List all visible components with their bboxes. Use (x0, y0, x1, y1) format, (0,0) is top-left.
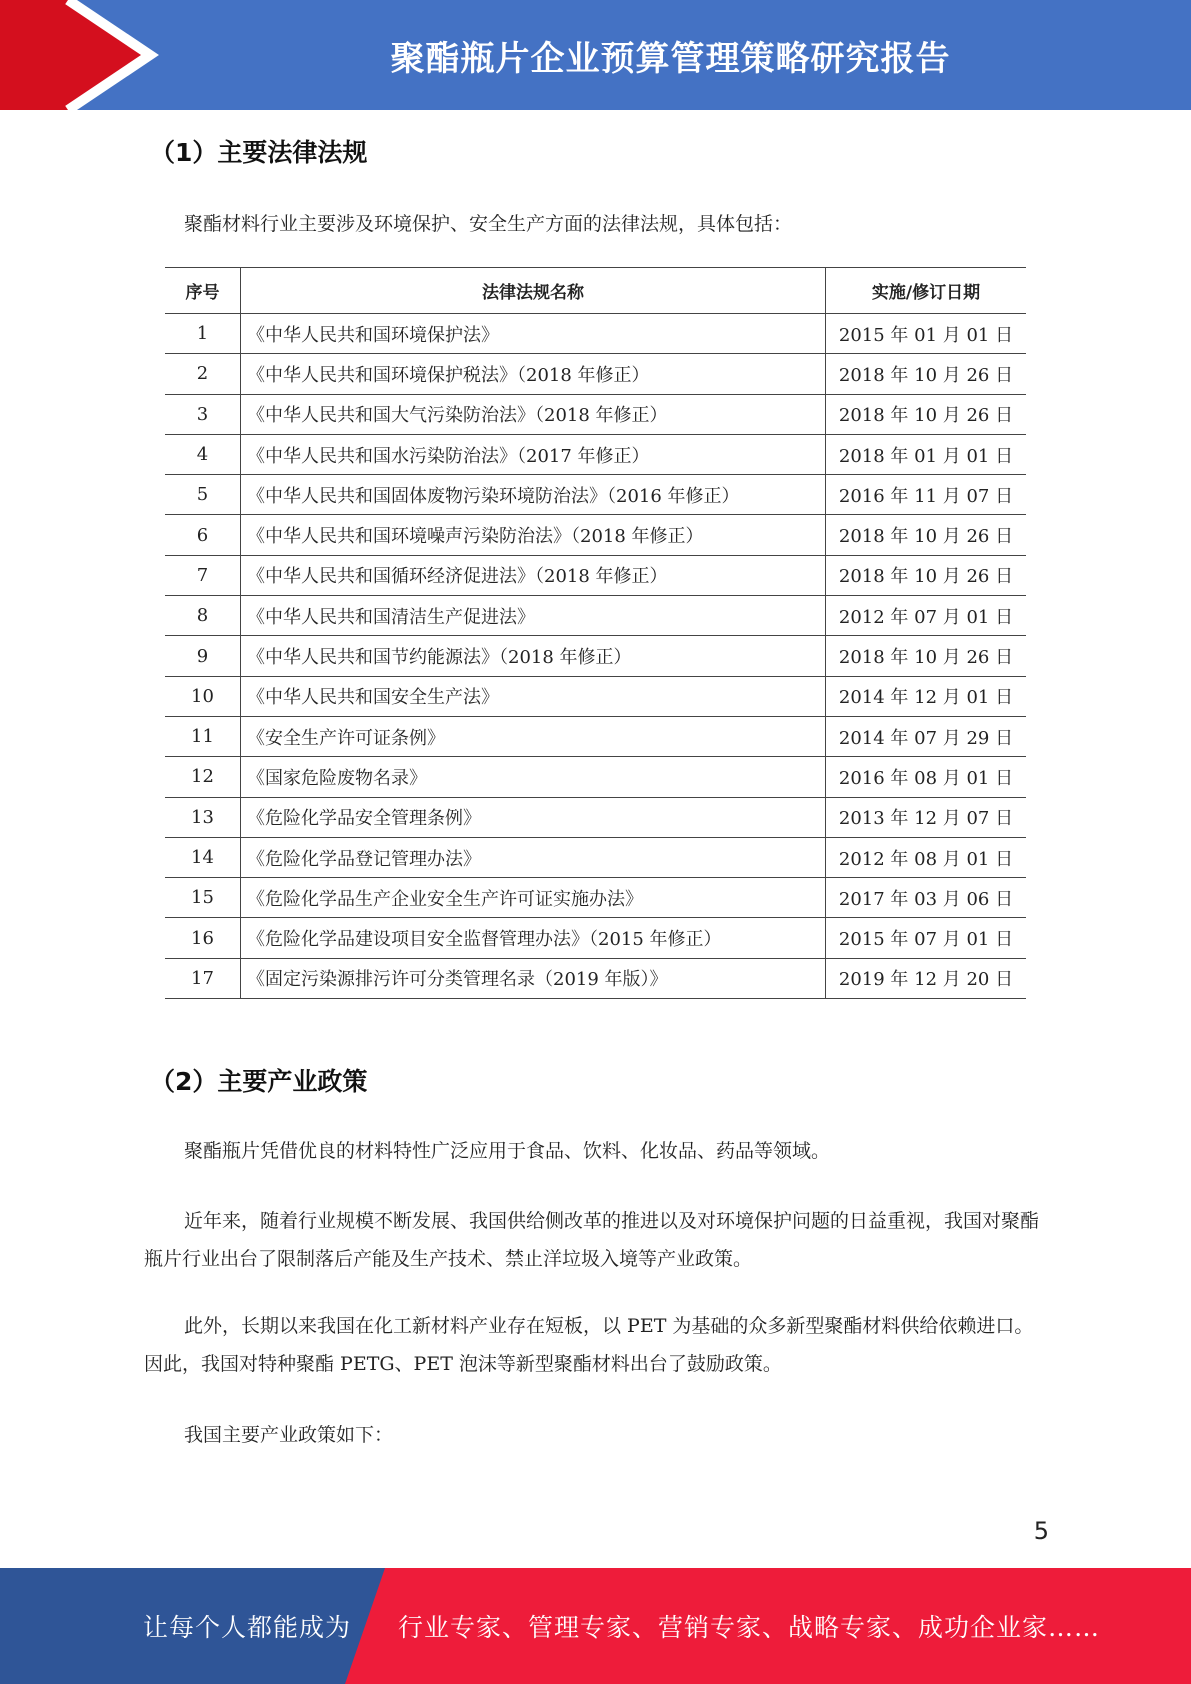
law-name: 《中华人民共和国清洁生产促进法》 (241, 596, 826, 636)
laws-table (165, 267, 1026, 999)
table-header-row (165, 268, 1026, 314)
row-number: 15 (165, 878, 241, 918)
document-title: 聚酯瓶片企业预算管理策略研究报告 (390, 38, 951, 79)
law-name: 《中华人民共和国环境保护法》 (241, 314, 826, 354)
law-name: 《中华人民共和国环境保护税法》（2018 年修正） (241, 354, 826, 394)
section-heading-laws: （1）主要法律法规 (150, 138, 368, 167)
table-row (165, 354, 1026, 394)
law-name: 《安全生产许可证条例》 (241, 716, 826, 756)
footer-banner (0, 1568, 1191, 1684)
row-number: 5 (165, 475, 241, 515)
table-row (165, 636, 1026, 676)
effective-date: 2018 年 10 月 26 日 (826, 394, 1027, 434)
policy-paragraph: 近年来，随着行业规模不断发展、我国供给侧改革的推进以及对环境保护问题的日益重视，我国对聚酯瓶片行业出台了限制落后产能及生产技术、禁止洋垃圾入境等产业政策。 (144, 1210, 1040, 1270)
policy-paragraph: 此外，长期以来我国在化工新材料产业存在短板，以 PET 为基础的众多新型聚酯材料供给依赖进口。因此，我国对特种聚酯 PETG、PET 泡沫等新型聚酯材料出台了鼓励政策。 (144, 1315, 1034, 1375)
column-header-name: 法律法规名称 (241, 268, 826, 314)
effective-date: 2018 年 10 月 26 日 (826, 515, 1027, 555)
effective-date: 2018 年 10 月 26 日 (826, 636, 1027, 676)
table-row (165, 878, 1026, 918)
row-number: 10 (165, 676, 241, 716)
row-number: 7 (165, 555, 241, 595)
law-name: 《危险化学品登记管理办法》 (241, 837, 826, 877)
page-number: 5 (1033, 1517, 1049, 1545)
table-row (165, 797, 1026, 837)
law-name: 《中华人民共和国节约能源法》（2018 年修正） (241, 636, 826, 676)
column-header-date: 实施/修订日期 (826, 268, 1027, 314)
table-row (165, 434, 1026, 474)
row-number: 13 (165, 797, 241, 837)
table-row (165, 555, 1026, 595)
table-row (165, 394, 1026, 434)
effective-date: 2012 年 07 月 01 日 (826, 596, 1027, 636)
laws-table-body (165, 314, 1026, 999)
row-number: 2 (165, 354, 241, 394)
law-name: 《中华人民共和国环境噪声污染防治法》（2018 年修正） (241, 515, 826, 555)
effective-date: 2018 年 10 月 26 日 (826, 555, 1027, 595)
column-header-number: 序号 (165, 268, 241, 314)
table-row (165, 676, 1026, 716)
row-number: 14 (165, 837, 241, 877)
law-name: 《中华人民共和国水污染防治法》（2017 年修正） (241, 434, 826, 474)
effective-date: 2019 年 12 月 20 日 (826, 958, 1027, 998)
effective-date: 2014 年 07 月 29 日 (826, 716, 1027, 756)
row-number: 6 (165, 515, 241, 555)
row-number: 11 (165, 716, 241, 756)
table-row (165, 716, 1026, 756)
table-row (165, 475, 1026, 515)
effective-date: 2018 年 10 月 26 日 (826, 354, 1027, 394)
effective-date: 2014 年 12 月 01 日 (826, 676, 1027, 716)
table-row (165, 837, 1026, 877)
law-name: 《中华人民共和国固体废物污染环境防治法》（2016 年修正） (241, 475, 826, 515)
law-name: 《中华人民共和国安全生产法》 (241, 676, 826, 716)
row-number: 16 (165, 918, 241, 958)
row-number: 8 (165, 596, 241, 636)
table-row (165, 958, 1026, 998)
policy-paragraph: 我国主要产业政策如下： (184, 1424, 394, 1446)
row-number: 1 (165, 314, 241, 354)
row-number: 3 (165, 394, 241, 434)
effective-date: 2013 年 12 月 07 日 (826, 797, 1027, 837)
table-row (165, 515, 1026, 555)
table-row (165, 314, 1026, 354)
law-name: 《中华人民共和国大气污染防治法》（2018 年修正） (241, 394, 826, 434)
row-number: 12 (165, 757, 241, 797)
effective-date: 2016 年 11 月 07 日 (826, 475, 1027, 515)
row-number: 17 (165, 958, 241, 998)
table-row (165, 918, 1026, 958)
table-row (165, 596, 1026, 636)
row-number: 9 (165, 636, 241, 676)
effective-date: 2018 年 01 月 01 日 (826, 434, 1027, 474)
effective-date: 2015 年 01 月 01 日 (826, 314, 1027, 354)
effective-date: 2017 年 03 月 06 日 (826, 878, 1027, 918)
effective-date: 2012 年 08 月 01 日 (826, 837, 1027, 877)
effective-date: 2015 年 07 月 01 日 (826, 918, 1027, 958)
law-name: 《国家危险废物名录》 (241, 757, 826, 797)
row-number: 4 (165, 434, 241, 474)
table-row (165, 757, 1026, 797)
footer-slogan-right: 行业专家、管理专家、营销专家、战略专家、成功企业家…… (398, 1613, 1101, 1642)
law-name: 《固定污染源排污许可分类管理名录（2019 年版）》 (241, 958, 826, 998)
effective-date: 2016 年 08 月 01 日 (826, 757, 1027, 797)
section-heading-policies: （2）主要产业政策 (150, 1067, 368, 1096)
policy-paragraph: 聚酯瓶片凭借优良的材料特性广泛应用于食品、饮料、化妆品、药品等领域。 (184, 1140, 831, 1162)
law-name: 《危险化学品建设项目安全监督管理办法》（2015 年修正） (241, 918, 826, 958)
footer-slogan-left: 让每个人都能成为 (143, 1613, 352, 1642)
section-intro-text: 聚酯材料行业主要涉及环境保护、安全生产方面的法律法规，具体包括： (184, 213, 793, 235)
law-name: 《危险化学品生产企业安全生产许可证实施办法》 (241, 878, 826, 918)
law-name: 《危险化学品安全管理条例》 (241, 797, 826, 837)
law-name: 《中华人民共和国循环经济促进法》（2018 年修正） (241, 555, 826, 595)
header-banner (0, 0, 1191, 110)
